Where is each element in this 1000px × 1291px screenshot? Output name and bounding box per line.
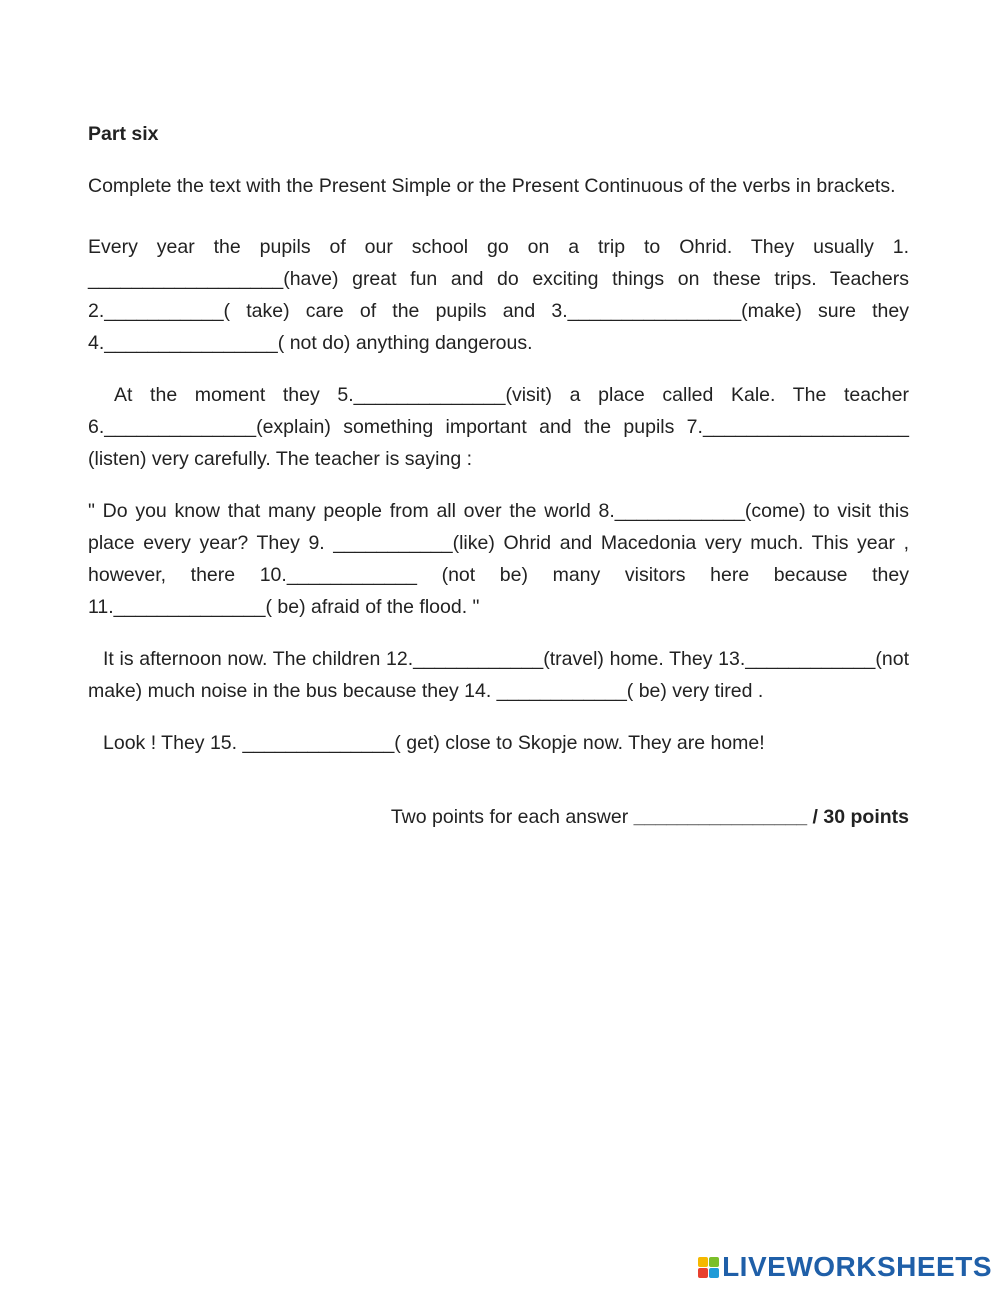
logo-square (709, 1257, 719, 1267)
paragraph-at-the-moment: At the moment they 5.______________(visit) a place called Kale. The teacher 6.______________(explain) something important and the pupils 7.___________________ (listen) very carefully. The teacher is saying : (88, 384, 909, 470)
worksheet-page (88, 118, 909, 833)
paragraph-trip: Every year the pupils of our school go on a trip to Ohrid. They usually 1. __________________(have) great fun and do exciting things on these trips. Teachers 2.___________( take) care of the pupils and 3.________________(make) sure they 4.________________( not do) anything dangerous. (88, 236, 909, 354)
paragraph-teacher-quote: " Do you know that many people from all over the world 8.____________(come) to visit this place every year? They 9. ___________(like) Ohrid and Macedonia very much. This year , however, there 10.____________ (not be) many visitors here because they 11.______________( be) afraid of the flood. " (88, 500, 909, 618)
instructions-text: Complete the text with the Present Simple or the Present Continuous of the verbs in brackets. (88, 175, 896, 197)
logo-text: LIVEWORKSHEETS (722, 1251, 992, 1282)
score-line (88, 801, 909, 833)
paragraph-afternoon: It is afternoon now. The children 12.____________(travel) home. They 13.____________(not make) much noise in the bus because they 14. ____________( be) very tired . (88, 648, 909, 702)
logo-square (698, 1257, 708, 1267)
liveworksheets-logo (698, 1251, 992, 1283)
score-total: ________________ / 30 points (633, 806, 909, 828)
section-heading: Part six (88, 123, 159, 145)
score-label: Two points for each answer (390, 806, 634, 828)
paragraph-look: Look ! They 15. ______________( get) close to Skopje now. They are home! (103, 732, 765, 754)
logo-square (698, 1268, 708, 1278)
logo-square (709, 1268, 719, 1278)
logo-squares-icon (698, 1257, 719, 1278)
